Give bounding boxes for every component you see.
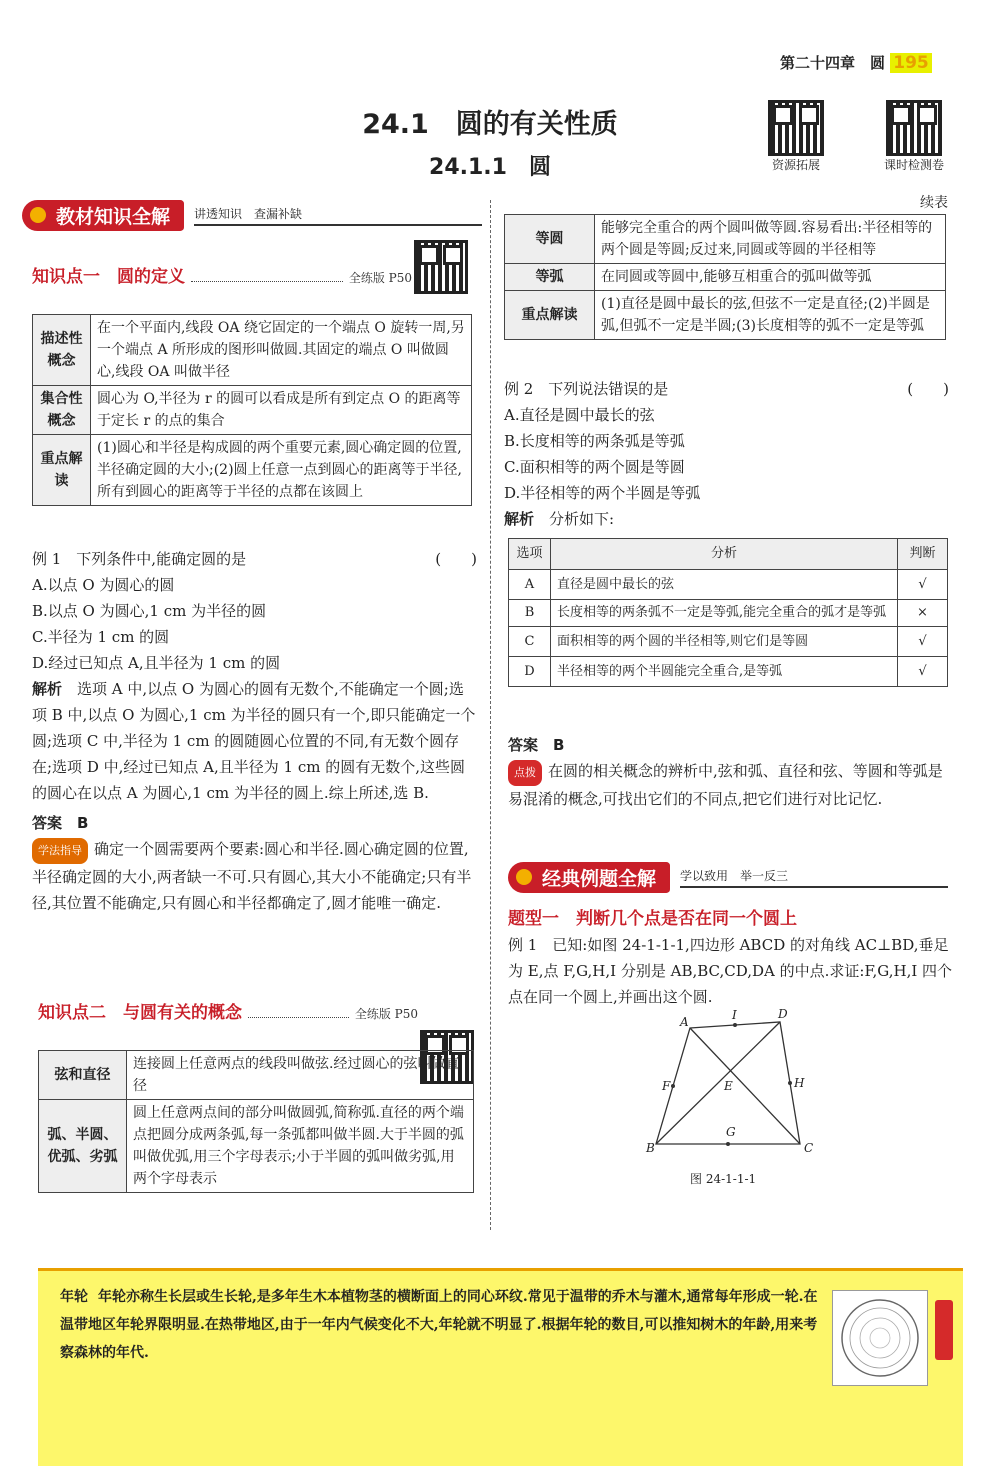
row-label: 弧、半圆、优弧、劣弧 <box>39 1100 127 1193</box>
cell-analysis: 半径相等的两个半圆能完全重合,是等弧 <box>551 657 898 687</box>
table-row <box>33 386 472 435</box>
point-label: A <box>680 1015 689 1029</box>
analysis-text: 选项 A 中,以点 O 为圆心的圆有无数个,不能确定一个圆;选项 B 中,以点 O 为圆心,1 cm 为半径的圆只有一个,即只能确定一个圆;选项 C 中,半径为 1 cm 的圆随圆心位置的不同,有无数个圆存在;选项 D 中,经过已知点 A,且半径为 1 cm 的圆有无数个,这些圆的圆心在以点 A 为圆心,1 cm 为半径的圆上.综上所述,选 B. <box>32 680 476 802</box>
answer-paren: ( ) <box>435 550 477 568</box>
option-c: C.面积相等的两个圆是等圆 <box>504 458 685 476</box>
row-text: 连接圆上任意两点的线段叫做弦.经过圆心的弦叫做直径 <box>127 1051 474 1100</box>
answer-paren: ( ) <box>907 380 949 398</box>
tip-badge: 学法指导 <box>32 838 88 864</box>
cell-option: D <box>509 657 551 687</box>
table-row <box>509 570 948 600</box>
row-text: (1)直径是圆中最长的弦,但弦不一定是直径;(2)半圆是弧,但弧不一定是半圆;(3)长度相等的弧不一定是等弧 <box>595 291 946 340</box>
table-row <box>39 1100 474 1193</box>
answer-label: 答案 <box>32 814 63 832</box>
continued-table <box>504 214 946 340</box>
option-d: D.经过已知点 A,且半径为 1 cm 的圆 <box>32 654 281 672</box>
qr-test[interactable] <box>874 100 954 173</box>
row-text: 圆上任意两点间的部分叫做圆弧,简称弧.直径的两个端点把圆分成两条弧,每一条弧都叫做半圆.大于半圆的弧叫做优弧,用三个字母表示;小于半圆的弧叫做劣弧,用两个字母表示 <box>127 1100 474 1193</box>
note-label: 年轮 <box>60 1289 88 1305</box>
analysis-label: 解析 <box>504 510 535 528</box>
example-1 <box>32 546 477 916</box>
banner-label: 教材知识全解 <box>22 200 184 231</box>
answer-value: B <box>77 814 89 832</box>
cell-analysis: 直径是圆中最长的弦 <box>551 570 898 600</box>
option-d: D.半径相等的两个半圆是等弧 <box>504 484 701 502</box>
table-row <box>33 435 472 506</box>
qr-code-icon <box>768 100 824 156</box>
cell-analysis: 长度相等的两条弧不一定是等弧,能完全重合的弧才是等弧 <box>551 600 898 627</box>
row-text: 在一个平面内,线段 OA 绕它固定的一个端点 O 旋转一周,另一个端点 A 所形成的图形叫做圆.其固定的端点 O 叫做圆心,线段 OA 叫做半径 <box>91 315 472 386</box>
quadrilateral-figure <box>640 1008 820 1164</box>
example-2 <box>504 376 949 532</box>
point-label: H <box>794 1076 805 1090</box>
row-label: 重点解读 <box>505 291 595 340</box>
definition-table <box>32 314 472 506</box>
col-header: 分析 <box>551 539 898 570</box>
analysis-label: 解析 <box>32 680 63 698</box>
point-label: F <box>662 1079 671 1093</box>
col-header: 选项 <box>509 539 551 570</box>
cell-option: A <box>509 570 551 600</box>
cell-judge: × <box>898 600 948 627</box>
row-label: 描述性概念 <box>33 315 91 386</box>
section-subtitle: 24.1.1 圆 <box>429 155 551 180</box>
kp-ref: 全练版 P50 <box>354 1007 418 1021</box>
tip-badge: 点拨 <box>508 760 542 786</box>
table-row <box>505 215 946 264</box>
row-label: 弦和直径 <box>39 1051 127 1100</box>
kp-ref: 全练版 P50 <box>348 271 412 285</box>
side-tab <box>935 1300 953 1360</box>
diagonal-bd <box>656 1022 780 1144</box>
cell-judge: √ <box>898 570 948 600</box>
row-label: 集合性概念 <box>33 386 91 435</box>
banner-tag: 讲透知识 查漏补缺 <box>194 205 482 226</box>
tree-ring-icon <box>833 1291 927 1385</box>
table-row <box>509 657 948 687</box>
table-header-row <box>509 539 948 570</box>
example-question: 例 1 下列条件中,能确定圆的是 <box>32 550 247 568</box>
option-b: B.长度相等的两条弧是等弧 <box>504 432 685 450</box>
table-row <box>509 627 948 657</box>
page-number: 195 <box>890 53 932 73</box>
option-a: A.直径是圆中最长的弦 <box>504 406 655 424</box>
table-row <box>505 264 946 291</box>
analysis-table <box>508 538 948 687</box>
kp-title: 知识点一 圆的定义 <box>32 267 185 287</box>
page-header <box>780 52 932 73</box>
point-label: I <box>732 1008 737 1022</box>
answer-value: B <box>553 736 565 754</box>
tree-ring-image <box>832 1290 928 1386</box>
cell-option: C <box>509 627 551 657</box>
continued-label: 续表 <box>920 195 948 211</box>
question-type-title: 题型一 判断几个点是否在同一个圆上 <box>508 909 797 929</box>
row-label: 重点解读 <box>33 435 91 506</box>
qr-caption: 资源拓展 <box>771 158 820 172</box>
cell-analysis: 面积相等的两个圆的半径相等,则它们是等圆 <box>551 627 898 657</box>
column-divider <box>490 200 491 1230</box>
example-3: 例 1 已知:如图 24-1-1-1,四边形 ABCD 的对角线 AC⊥BD,垂足为 E,点 F,G,H,I 分别是 AB,BC,CD,DA 的中点.求证:F,G,H,I 四个点在同一个圆上,并画出这个圆. <box>508 936 953 1006</box>
chapter-title: 第二十四章 圆 <box>780 54 886 72</box>
row-text: 在同圆或等圆中,能够互相重合的弧叫做等弧 <box>595 264 946 291</box>
knowledge-point-1 <box>32 262 412 287</box>
option-a: A.以点 O 为圆心的圆 <box>32 576 175 594</box>
qr-code-icon <box>886 100 942 156</box>
figure-caption: 图 24-1-1-1 <box>690 1172 757 1186</box>
point-label: G <box>726 1125 736 1139</box>
point-label: D <box>778 1008 788 1021</box>
qr-code-icon[interactable] <box>414 240 468 294</box>
section-banner-knowledge <box>22 198 482 232</box>
note-text: 年轮亦称生长层或生长轮,是多年生木本植物茎的横断面上的同心环纹.常见于温带的乔木与灌木,通常每年形成一轮.在温带地区年轮界限明显.在热带地区,由于一年内气候变化不大,年轮就不明显了.根据年轮的数目,可以推知树木的年龄,用来考察森林的年代. <box>60 1289 818 1361</box>
row-label: 等弧 <box>505 264 595 291</box>
row-text: (1)圆心和半径是构成圆的两个重要元素,圆心确定圆的位置,半径确定圆的大小;(2)圆上任意一点到圆心的距离等于半径,所有到圆心的距离等于半径的点都在该圆上 <box>91 435 472 506</box>
knowledge-point-2 <box>38 998 418 1023</box>
option-c: C.半径为 1 cm 的圆 <box>32 628 170 646</box>
point-label: E <box>724 1079 733 1093</box>
section-banner-examples <box>508 860 948 894</box>
tip-text: 确定一个圆需要两个要素:圆心和半径.圆心确定圆的位置,半径确定圆的大小,两者缺一不可.只有圆心,其大小不能确定;只有半径,其位置不能确定,只有圆心和半径都确定了,圆才能唯一确定. <box>32 840 472 912</box>
table-row <box>509 600 948 627</box>
cell-judge: √ <box>898 627 948 657</box>
kp-title: 知识点二 与圆有关的概念 <box>38 1003 242 1023</box>
row-label: 等圆 <box>505 215 595 264</box>
banner-label: 经典例题全解 <box>508 862 670 893</box>
example-question: 例 2 下列说法错误的是 <box>504 380 669 398</box>
sidebar-note <box>60 1283 830 1367</box>
cell-option: B <box>509 600 551 627</box>
point-label: C <box>804 1141 814 1155</box>
table-row <box>39 1051 474 1100</box>
banner-tag: 学以致用 举一反三 <box>680 867 948 888</box>
section-title: 24.1 圆的有关性质 <box>362 109 618 140</box>
option-b: B.以点 O 为圆心,1 cm 为半径的圆 <box>32 602 267 620</box>
cell-judge: √ <box>898 657 948 687</box>
answer-label: 答案 <box>508 736 539 754</box>
concept-table <box>38 1050 474 1193</box>
qr-caption: 课时检测卷 <box>883 158 944 172</box>
point-label: B <box>646 1141 655 1155</box>
col-header: 判断 <box>898 539 948 570</box>
qr-resource[interactable] <box>756 100 836 173</box>
analysis-text: 分析如下: <box>549 510 615 528</box>
row-text: 圆心为 O,半径为 r 的圆可以看成是所有到定点 O 的距离等于定长 r 的点的集合 <box>91 386 472 435</box>
row-text: 能够完全重合的两个圆叫做等圆.容易看出:半径相等的两个圆是等圆;反过来,同圆或等圆的半径相等 <box>595 215 946 264</box>
table-row <box>505 291 946 340</box>
example-2-answer <box>508 732 953 812</box>
table-row <box>33 315 472 386</box>
tip-text: 在圆的相关概念的辨析中,弦和弧、直径和弦、等圆和等弧是易混淆的概念,可找出它们的不同点,把它们进行对比记忆. <box>508 762 943 808</box>
